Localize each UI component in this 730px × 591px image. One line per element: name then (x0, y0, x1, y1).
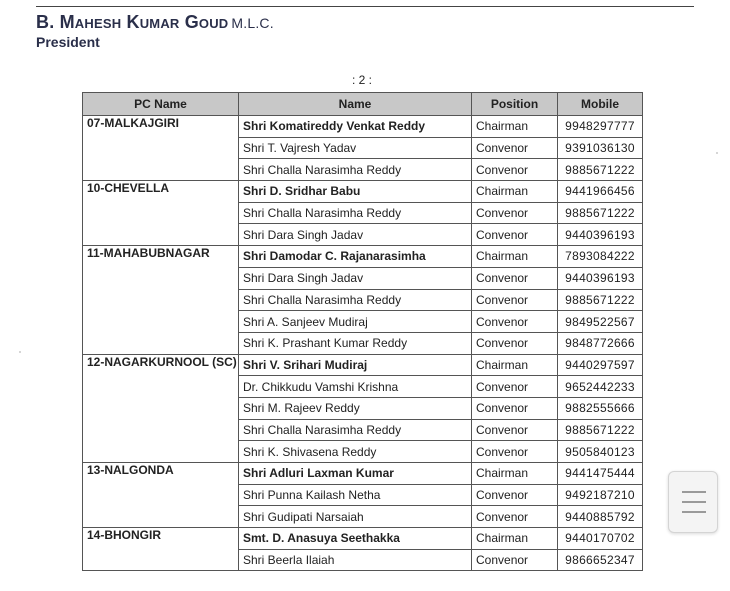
pc-name-cell: 07-MALKAJGIRI (83, 116, 239, 181)
member-name-cell: Shri Gudipati Narsaiah (239, 506, 472, 528)
member-name-cell: Shri M. Rajeev Reddy (239, 397, 472, 419)
mobile-cell: 9391036130 (558, 137, 643, 159)
position-cell: Convenor (472, 202, 558, 224)
member-name-cell: Shri K. Prashant Kumar Reddy (239, 332, 472, 354)
member-name-cell: Shri Adluri Laxman Kumar (239, 463, 472, 485)
pc-name-cell: 11-MAHABUBNAGAR (83, 246, 239, 354)
mobile-cell: 9441475444 (558, 463, 643, 485)
table-row (83, 181, 643, 203)
mobile-cell: 9849522567 (558, 311, 643, 333)
mobile-cell: 9882555666 (558, 397, 643, 419)
table-row (83, 116, 643, 138)
header-pc-name: PC Name (83, 93, 239, 116)
member-name-cell: Shri Damodar C. Rajanarasimha (239, 246, 472, 268)
member-name-cell: Shri T. Vajresh Yadav (239, 137, 472, 159)
member-name-cell: Shri Komatireddy Venkat Reddy (239, 116, 472, 138)
position-cell: Convenor (472, 484, 558, 506)
author-name-text: B. Mahesh Kumar Goud (36, 12, 229, 32)
author-suffix: M.L.C. (231, 15, 274, 31)
pc-name-cell: 13-NALGONDA (83, 463, 239, 528)
header-name: Name (239, 93, 472, 116)
member-name-cell: Shri Dara Singh Jadav (239, 224, 472, 246)
table-header-row (83, 93, 643, 116)
position-cell: Convenor (472, 506, 558, 528)
table-body (83, 116, 643, 571)
header-mobile: Mobile (558, 93, 643, 116)
mobile-cell: 9885671222 (558, 289, 643, 311)
member-name-cell: Dr. Chikkudu Vamshi Krishna (239, 376, 472, 398)
mobile-cell: 9948297777 (558, 116, 643, 138)
mobile-cell: 9440170702 (558, 528, 643, 550)
member-name-cell: Shri Beerla Ilaiah (239, 549, 472, 571)
scan-speck (19, 351, 21, 353)
hamburger-menu-icon (682, 491, 706, 493)
member-name-cell: Shri Challa Narasimha Reddy (239, 419, 472, 441)
position-cell: Convenor (472, 549, 558, 571)
position-cell: Convenor (472, 267, 558, 289)
mobile-cell: 9885671222 (558, 419, 643, 441)
page-number: : 2 : (352, 73, 373, 87)
member-name-cell: Shri Challa Narasimha Reddy (239, 159, 472, 181)
table-row (83, 246, 643, 268)
pc-name-cell: 10-CHEVELLA (83, 181, 239, 246)
mobile-cell: 9440396193 (558, 267, 643, 289)
mobile-cell: 9885671222 (558, 159, 643, 181)
committee-table (82, 92, 643, 571)
position-cell: Convenor (472, 224, 558, 246)
mobile-cell: 9440396193 (558, 224, 643, 246)
menu-button[interactable] (668, 471, 718, 533)
position-cell: Chairman (472, 528, 558, 550)
mobile-cell: 9505840123 (558, 441, 643, 463)
member-name-cell: Shri V. Srihari Mudiraj (239, 354, 472, 376)
member-name-cell: Shri A. Sanjeev Mudiraj (239, 311, 472, 333)
mobile-cell: 9440297597 (558, 354, 643, 376)
mobile-cell: 9885671222 (558, 202, 643, 224)
table-row (83, 463, 643, 485)
header-position: Position (472, 93, 558, 116)
member-name-cell: Shri Challa Narasimha Reddy (239, 202, 472, 224)
table-row (83, 528, 643, 550)
position-cell: Convenor (472, 159, 558, 181)
position-cell: Convenor (472, 332, 558, 354)
member-name-cell: Shri Dara Singh Jadav (239, 267, 472, 289)
member-name-cell: Shri K. Shivasena Reddy (239, 441, 472, 463)
author-name (36, 12, 274, 33)
table-row (83, 354, 643, 376)
position-cell: Convenor (472, 311, 558, 333)
member-name-cell: Shri Punna Kailash Netha (239, 484, 472, 506)
pc-name-cell: 14-BHONGIR (83, 528, 239, 571)
hamburger-menu-icon-line (682, 501, 706, 503)
position-cell: Chairman (472, 354, 558, 376)
member-name-cell: Smt. D. Anasuya Seethakka (239, 528, 472, 550)
position-cell: Convenor (472, 137, 558, 159)
position-cell: Convenor (472, 441, 558, 463)
mobile-cell: 9848772666 (558, 332, 643, 354)
position-cell: Convenor (472, 397, 558, 419)
position-cell: Chairman (472, 116, 558, 138)
member-name-cell: Shri D. Sridhar Babu (239, 181, 472, 203)
mobile-cell: 9441966456 (558, 181, 643, 203)
mobile-cell: 9866652347 (558, 549, 643, 571)
scan-speck (716, 152, 718, 154)
position-cell: Chairman (472, 463, 558, 485)
mobile-cell: 7893084222 (558, 246, 643, 268)
letterhead (36, 12, 274, 51)
mobile-cell: 9652442233 (558, 376, 643, 398)
mobile-cell: 9440885792 (558, 506, 643, 528)
position-cell: Convenor (472, 376, 558, 398)
mobile-cell: 9492187210 (558, 484, 643, 506)
author-role: President (36, 34, 100, 50)
position-cell: Convenor (472, 289, 558, 311)
position-cell: Chairman (472, 246, 558, 268)
top-rule (36, 6, 694, 7)
pc-name-cell: 12-NAGARKURNOOL (SC) (83, 354, 239, 462)
position-cell: Chairman (472, 181, 558, 203)
hamburger-menu-icon-line (682, 511, 706, 513)
position-cell: Convenor (472, 419, 558, 441)
member-name-cell: Shri Challa Narasimha Reddy (239, 289, 472, 311)
